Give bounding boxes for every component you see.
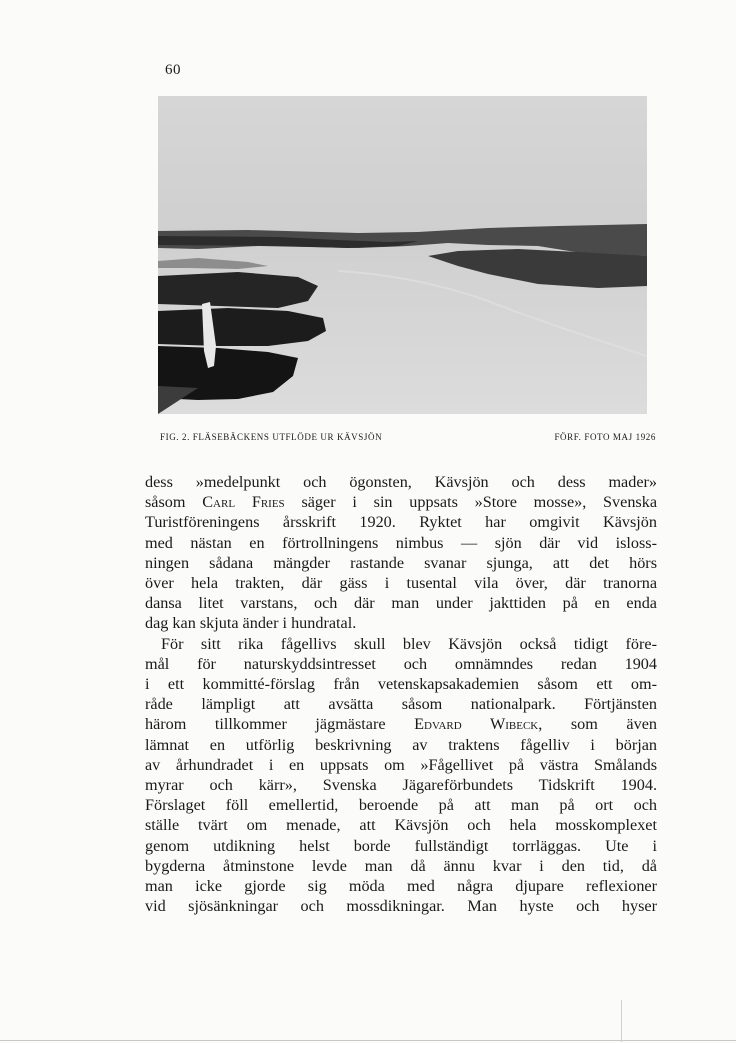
text-line: Turistföreningens årsskrift 1920. Ryktet har omgivit Kävsjön	[145, 513, 657, 532]
text-line: dag kan skjuta änder i hundratal.	[145, 614, 357, 633]
text-line: genom utdikning helst borde fullständigt torrläggas. Ute i	[145, 836, 657, 855]
text-line: Förslaget föll emellertid, beroende på att man på ort och	[145, 796, 657, 815]
text-line: vid sjösänkningar och mossdikningar. Man hyste och hyser	[145, 897, 657, 916]
text-line: dess »medelpunkt och ögonsten, Kävsjön och dess mader»	[145, 473, 657, 491]
text-line: ställe tvärt om menade, att Kävsjön och hela mosskomplexet	[145, 816, 657, 835]
landscape-photo	[158, 96, 647, 414]
text-line: med nästan en förtrollningens nimbus — sjön där vid isloss-	[145, 533, 657, 552]
text-line: lämnat en utförlig beskrivning av traktens fågelliv i början	[145, 735, 657, 754]
side-mark	[621, 1000, 622, 1042]
text-line: såsom Carl Fries säger i sin uppsats »Store mosse», Svenska	[145, 493, 658, 512]
text-line: mål för naturskyddsintresset och omnämndes redan 1904	[145, 654, 657, 673]
text-line: bygderna åtminstone levde man då ännu kvar i den tid, då	[145, 856, 657, 875]
caption-credit: FÖRF. FOTO MAJ 1926	[554, 432, 656, 442]
text-line: myrar och kärr», Svenska Jägareförbundets Tidskrift 1904.	[145, 776, 657, 795]
text-line: råde lämpligt att avsätta såsom nationalpark. Förtjänsten	[145, 695, 657, 714]
page-number: 60	[165, 62, 181, 78]
text-line: dansa litet varstans, och där man under jakttiden på en enda	[145, 594, 657, 613]
body-text	[145, 472, 657, 916]
text-line: ningen sådana mängder rastande svanar sjunga, att det hörs	[145, 553, 657, 572]
text-line: i ett kommitté-förslag från vetenskapsakademien såsom ett om-	[145, 675, 657, 694]
text-line: man icke gjorde sig möda med några djupare reflexioner	[145, 877, 657, 896]
text-line: av århundradet i en uppsats om »Fågellivet på västra Smålands	[145, 755, 657, 774]
bottom-rule	[0, 1040, 736, 1041]
text-line: över hela trakten, där gäss i tusental vila över, där tranorna	[145, 574, 657, 593]
text-line: För sitt rika fågellivs skull blev Kävsjön också tidigt före-	[161, 634, 657, 653]
text-line: härom tillkommer jägmästare Edvard Wibeck, som även	[145, 715, 657, 734]
figure-caption	[160, 432, 656, 442]
caption-title: FIG. 2. FLÄSEBÄCKENS UTFLÖDE UR KÄVSJÖN	[160, 432, 383, 442]
